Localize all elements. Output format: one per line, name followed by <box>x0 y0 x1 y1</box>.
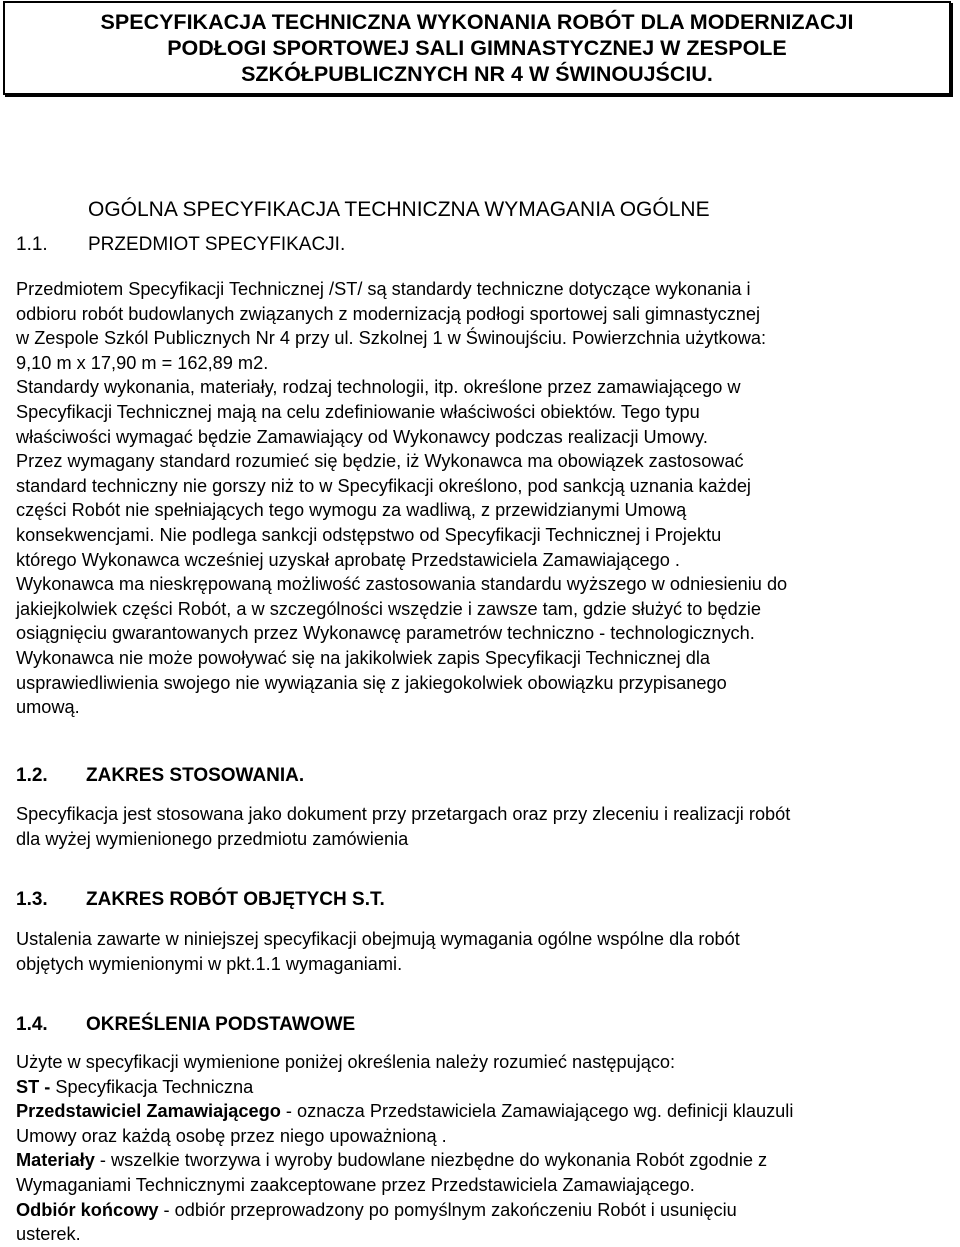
section-1-2-body <box>16 802 944 851</box>
body-line: w Zespole Szkól Publicznych Nr 4 przy ul. Szkolnej 1 w Świnoujściu. Powierzchnia użytkowa: <box>16 328 767 349</box>
body-line: odbioru robót budowlanych związanych z modernizacją podłogi sportowej sali gimnastycznej <box>16 303 761 324</box>
body-line: umową. <box>16 697 80 718</box>
section-1-3-body <box>16 927 944 976</box>
document-title-line: SZKÓŁPUBLICZNYCH NR 4 W ŚWINOUJŚCIU. <box>241 62 713 86</box>
section-number: 1.1. <box>16 234 48 255</box>
section-title: ZAKRES STOSOWANIA. <box>86 765 305 786</box>
section-title: OKREŚLENIA PODSTAWOWE <box>86 1014 356 1035</box>
definition-term: Odbiór końcowy <box>16 1199 159 1220</box>
definition-item <box>16 1075 944 1100</box>
definition-text: Specyfikacja Techniczna <box>55 1076 254 1097</box>
definition-text: - oznacza Przedstawiciela Zamawiającego wg. definicji klauzuli <box>280 1101 794 1122</box>
section-1-4-body <box>16 1050 944 1247</box>
body-line: jakiejkolwiek części Robót, a w szczególności wszędzie i zawsze tam, gdzie służyć to będzie <box>16 598 761 619</box>
body-line: objętych wymienionymi w pkt.1.1 wymaganiami. <box>16 953 403 974</box>
body-line: 9,10 m x 17,90 m = 162,89 m2. <box>16 352 269 373</box>
section-heading-1-1 <box>16 233 345 257</box>
document-title-line: PODŁOGI SPORTOWEJ SALI GIMNASTYCZNEJ W ZESPOLE <box>167 36 787 60</box>
body-line: konsekwencjami. Nie podlega sankcji odstępstwo od Specyfikacji Technicznej i Projektu <box>16 524 722 545</box>
section-heading-1-3 <box>16 888 385 912</box>
definition-term: Przedstawiciel Zamawiającego <box>16 1101 281 1122</box>
body-line: dla wyżej wymienionego przedmiotu zamówienia <box>16 828 409 849</box>
definition-text: - odbiór przeprowadzony po pomyślnym zakończeniu Robót i usunięciu <box>158 1199 737 1220</box>
definition-continuation: Wymaganiami Technicznymi zaakceptowane przez Przedstawiciela Zamawiającego. <box>16 1174 695 1195</box>
body-line: Specyfikacja jest stosowana jako dokument przy przetargach oraz przy zleceniu i realizacji robót <box>16 804 791 824</box>
definitions-intro: Użyte w specyfikacji wymienione poniżej określenia należy rozumieć następująco: <box>16 1052 676 1072</box>
section-number: 1.2. <box>16 765 48 786</box>
body-line: części Robót nie spełniających tego wymogu za wadliwą, z przewidzianymi Umową <box>16 500 687 521</box>
section-1-1-body <box>16 277 944 720</box>
body-line: którego Wykonawca wcześniej uzyskał aprobatę Przedstawiciela Zamawiającego . <box>16 549 680 570</box>
body-line: Wykonawca nie może powoływać się na jakikolwiek zapis Specyfikacji Technicznej dla <box>16 647 710 668</box>
section-heading-1-4 <box>16 1013 355 1037</box>
definition-term: ST - <box>16 1076 56 1097</box>
definition-term: Materiały <box>16 1150 95 1171</box>
general-heading: OGÓLNA SPECYFIKACJA TECHNICZNA WYMAGANIA OGÓLNE <box>88 198 710 221</box>
section-heading-1-2 <box>16 764 304 788</box>
section-title: PRZEDMIOT SPECYFIKACJI. <box>88 234 346 255</box>
body-line: Specyfikacji Technicznej mają na celu zdefiniowanie właściwości obiektów. Tego typu <box>16 401 700 422</box>
definition-text: - wszelkie tworzywa i wyroby budowlane niezbędne do wykonania Robót zgodnie z <box>94 1150 768 1171</box>
document-title-line: SPECYFIKACJA TECHNICZNA WYKONANIA ROBÓT DLA MODERNIZACJI <box>100 10 854 34</box>
section-number: 1.3. <box>16 889 48 910</box>
definition-item <box>16 1099 944 1124</box>
section-title: ZAKRES ROBÓT OBJĘTYCH S.T. <box>86 889 385 910</box>
body-line: Przedmiotem Specyfikacji Technicznej /ST/ są standardy techniczne dotyczące wykonania i <box>16 279 751 299</box>
body-line: Ustalenia zawarte w niniejszej specyfikacji obejmują wymagania ogólne wspólne dla robót <box>16 929 740 949</box>
definition-continuation: Umowy oraz każdą osobę przez niego upoważnioną . <box>16 1125 447 1146</box>
body-line: Wykonawca ma nieskrępowaną możliwość zastosowania standardu wyższego w odniesieniu do <box>16 574 788 595</box>
body-line: usprawiedliwienia swojego nie wywiązania się z jakiegokolwiek obowiązku przypisanego <box>16 672 727 693</box>
section-number: 1.4. <box>16 1014 48 1035</box>
body-line: Standardy wykonania, materiały, rodzaj technologii, itp. określone przez zamawiającego w <box>16 377 741 398</box>
document-title-box <box>3 1 951 95</box>
definition-continuation: usterek. <box>16 1224 81 1245</box>
body-line: Przez wymagany standard rozumieć się będzie, iż Wykonawca ma obowiązek zastosować <box>16 451 744 472</box>
body-line: osiągnięciu gwarantowanych przez Wykonawcę parametrów techniczno - technologicznych. <box>16 623 755 644</box>
body-line: standard techniczny nie gorszy niż to w Specyfikacji określono, pod sankcją uznania każdej <box>16 475 751 496</box>
definition-item <box>16 1148 944 1173</box>
definition-item <box>16 1198 944 1223</box>
body-line: właściwości wymagać będzie Zamawiający od Wykonawcy podczas realizacji Umowy. <box>16 426 708 447</box>
